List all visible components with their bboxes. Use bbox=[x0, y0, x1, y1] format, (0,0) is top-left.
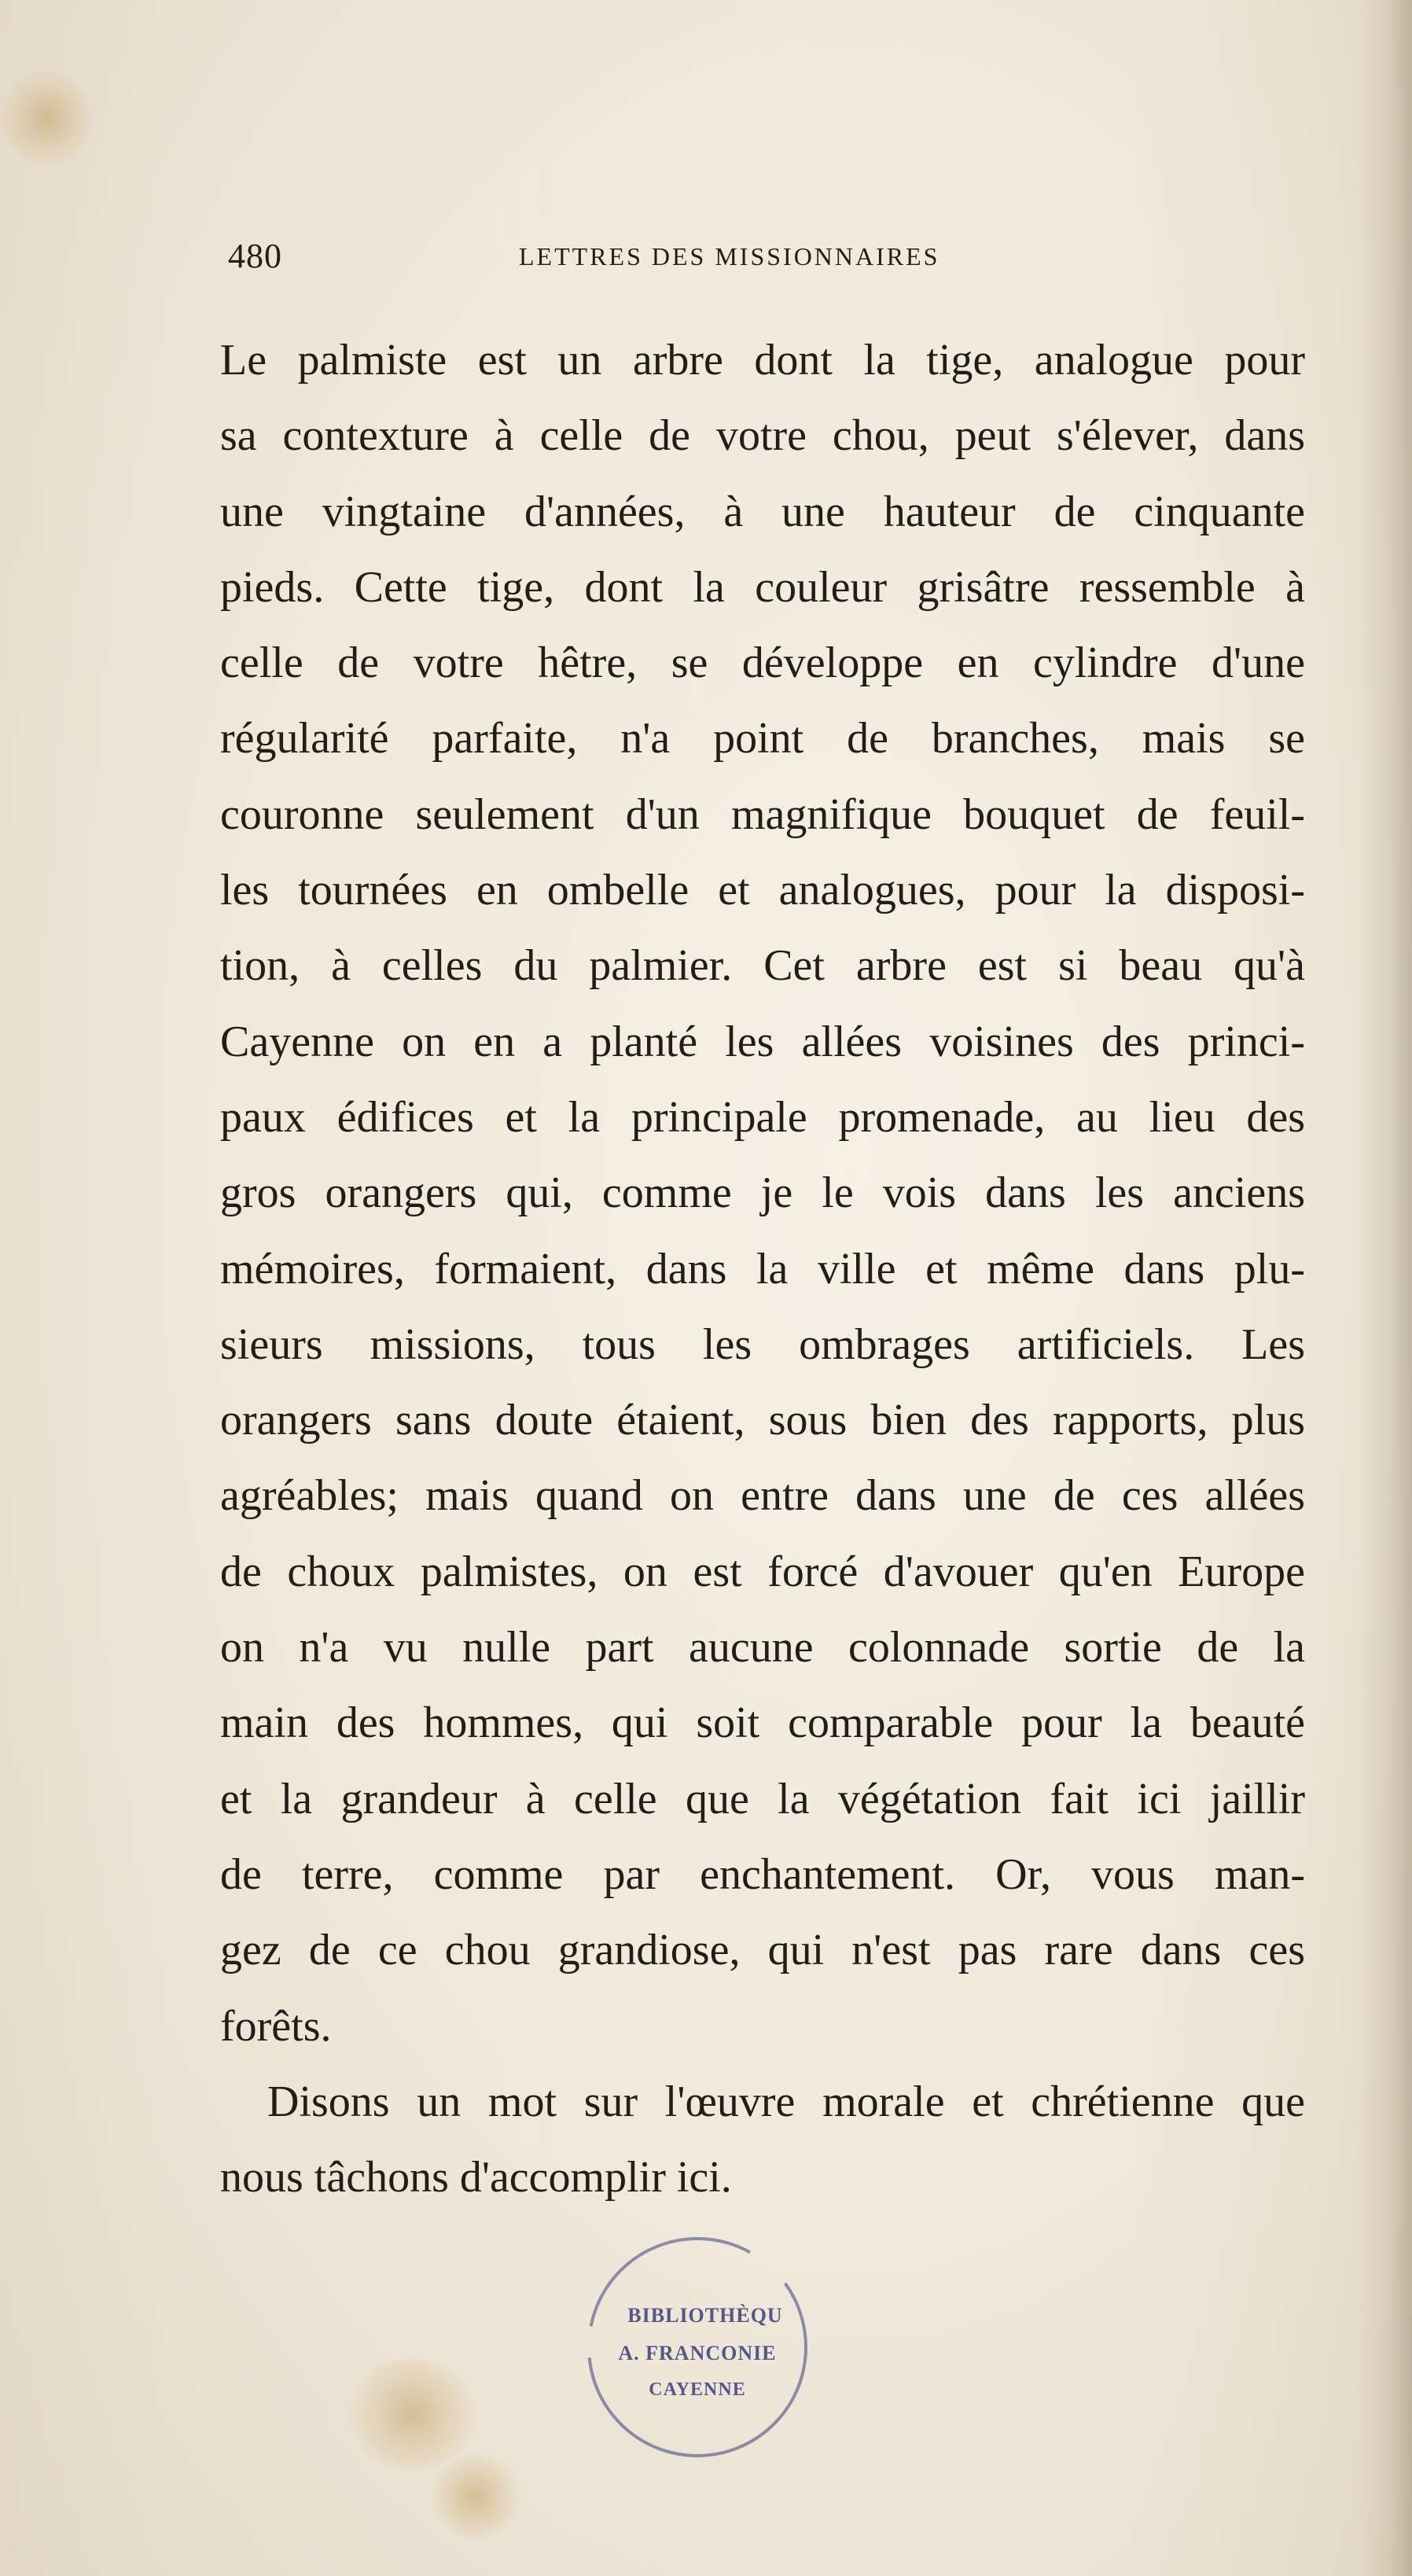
text-line: sieurs missions, tous les ombrages artificiels. Les bbox=[220, 1319, 1305, 1369]
text-line: couronne seulement d'un magnifique bouquet de feuil- bbox=[220, 789, 1305, 839]
text-line: et la grandeur à celle que la végétation fait ici jaillir bbox=[220, 1774, 1305, 1823]
text-line: tion, à celles du palmier. Cet arbre est si beau qu'à bbox=[220, 941, 1305, 991]
foxing-stain bbox=[432, 2453, 519, 2540]
body-text bbox=[220, 322, 1305, 2215]
text-line: de terre, comme par enchantement. Or, vous man- bbox=[220, 1849, 1305, 1899]
text-line: gez de ce chou grandiose, qui n'est pas rare dans ces bbox=[220, 1926, 1305, 1975]
text-line: forêts. bbox=[220, 2001, 332, 2051]
text-line: Le palmiste est un arbre dont la tige, analogue pour bbox=[220, 336, 1305, 385]
text-line: celle de votre hêtre, se développe en cylindre d'une bbox=[220, 638, 1305, 688]
library-stamp bbox=[568, 2217, 827, 2477]
text-line: orangers sans doute étaient, sous bien des rapports, plus bbox=[220, 1396, 1305, 1445]
text-line: régularité parfaite, n'a point de branches, mais se bbox=[220, 714, 1305, 764]
stamp-line: CAYENNE bbox=[649, 2379, 746, 2400]
text-line: une vingtaine d'années, à une hauteur de cinquante bbox=[220, 487, 1305, 536]
text-line: main des hommes, qui soit comparable pour la beauté bbox=[220, 1698, 1305, 1748]
text-line: paux édifices et la principale promenade, au lieu des bbox=[220, 1092, 1305, 1142]
foxing-stain bbox=[0, 71, 94, 165]
text-line: nous tâchons d'accomplir ici. bbox=[220, 2153, 732, 2202]
text-line: de choux palmistes, on est forcé d'avouer qu'en Europe bbox=[220, 1547, 1305, 1596]
text-line: Cayenne on en a planté les allées voisines des princi- bbox=[220, 1017, 1305, 1066]
page-gutter-shadow bbox=[1357, 0, 1412, 2576]
running-title: LETTRES DES MISSIONNAIRES bbox=[519, 242, 940, 270]
stamp-line: BIBLIOTHÈQU bbox=[627, 2304, 783, 2327]
stamp-line: A. FRANCONIE bbox=[618, 2342, 777, 2364]
text-line: les tournées en ombelle et analogues, pour la disposi- bbox=[220, 866, 1305, 915]
text-line: mémoires, formaient, dans la ville et même dans plu- bbox=[220, 1244, 1305, 1294]
text-line: agréables; mais quand on entre dans une de ces allées bbox=[220, 1471, 1305, 1521]
text-line: sa contexture à celle de votre chou, peut s'élever, dans bbox=[220, 411, 1305, 461]
text-line: Disons un mot sur l'œuvre morale et chrétienne que bbox=[267, 2077, 1305, 2126]
running-head bbox=[228, 236, 1329, 283]
paragraph-2 bbox=[220, 2064, 1305, 2216]
text-line: pieds. Cette tige, dont la couleur grisâtre ressemble à bbox=[220, 562, 1305, 612]
text-line: gros orangers qui, comme je le vois dans les anciens bbox=[220, 1168, 1305, 1218]
foxing-stain bbox=[346, 2359, 480, 2469]
page-number: 480 bbox=[228, 237, 282, 275]
paragraph-1 bbox=[220, 322, 1305, 2064]
text-line: on n'a vu nulle part aucune colonnade sortie de la bbox=[220, 1623, 1305, 1673]
